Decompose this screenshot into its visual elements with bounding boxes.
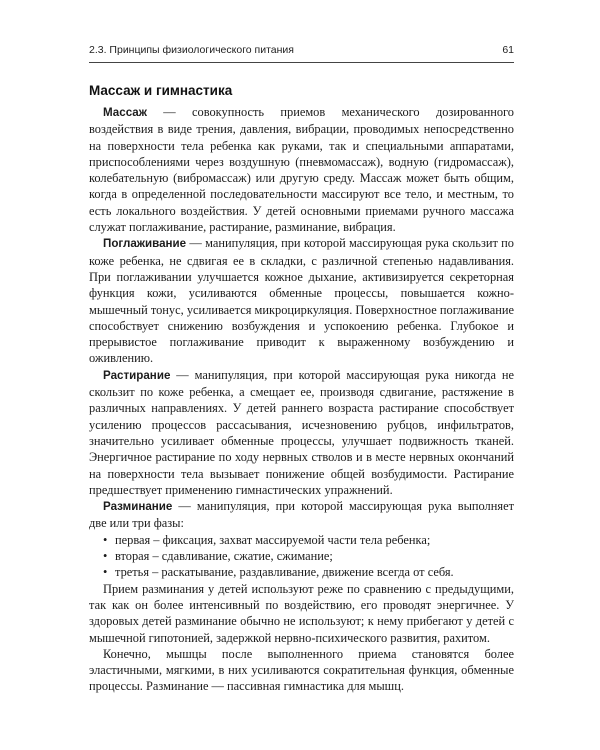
paragraph-text: — манипуляция, при которой массирующая рука скользит по коже ребенка, не сдвигая ее в складки, с различной степенью надавливания. При поглаживании улучшается кожное дыхание, активизируется секреторная функция кожи, усиливаются обменные процессы, повышается кожно-мышечный тонус, усиливается микроциркуляция. Поверхностное поглаживание способствует снижению возбуждения и успокоению ребенка. Глубокое и прерывистое поглаживание приводит к выраженному возбуждению и оживлению.: [89, 236, 514, 366]
term-stroking: Поглаживание: [103, 237, 187, 251]
paragraph-kneading: [89, 498, 514, 532]
phases-list: [89, 532, 514, 581]
term-rubbing: Растирание: [103, 368, 171, 382]
section-header: 2.3. Принципы физиологического питания: [89, 44, 294, 56]
list-item: • вторая – сдавливание, сжатие, сжимание;: [103, 548, 514, 564]
paragraph-massage: [89, 104, 514, 235]
paragraph-kneading-effect: Конечно, мышцы после выполненного приема становятся более эластичными, мягкими, в них усиливаются сократительная функция, обменные процессы. Разминание — пассивная гимнастика для мышц.: [89, 646, 514, 694]
body-text: [89, 104, 514, 695]
page-number: 61: [502, 44, 514, 56]
list-item: • третья – раскатывание, раздавливание, движение всегда от себя.: [103, 564, 514, 580]
term-kneading: Разминание: [103, 500, 173, 514]
paragraph-stroking: [89, 235, 514, 366]
paragraph-rubbing: [89, 367, 514, 498]
term-massage: Массаж: [103, 106, 147, 119]
running-header: [89, 44, 514, 63]
paragraph-kneading-usage: Прием разминания у детей используют реже по сравнению с предыдущими, так как он более интенсивный по воздействию, его проводят энергичнее. У здоровых детей разминание обычно не используют; к нему прибегают у детей с мышечной гипотонией, задержкой нервно-психического развития, рахитом.: [89, 581, 514, 645]
list-item: • первая – фиксация, захват массируемой части тела ребенка;: [103, 532, 514, 548]
section-title: Массаж и гимнастика: [89, 83, 233, 98]
paragraph-text: — совокупность приемов механического дозированного воздействия в виде трения, давления, вибрации, проводимых непосредственно на поверхности тела ребенка как руками, так и специальными аппаратами, приспособлениями через воздушную (пневмомассаж), водную (гидромассаж), колебательную (вибромассаж) или другую среду. Массаж может быть общим, когда в определенной последовательности массируют все тело, и местным, то есть локального воздействия. У детей основными приемами ручного массажа служат поглаживание, растирание, разминание, вибрация.: [89, 105, 514, 235]
paragraph-text: — манипуляция, при которой массирующая рука выполняет две или три фазы:: [89, 499, 514, 531]
paragraph-text: — манипуляция, при которой массирующая рука никогда не скользит по коже ребенка, а смещает ее, производя сдвигание, растяжение в различных направлениях. У детей раннего возраста растирание способствует усилению процессов рассасывания, исчезновению рубцов, инфильтратов, значительно усиливает обменные процессы, улучшает подвижность тканей. Энергичное растирание по ходу нервных стволов и в месте нервных окончаний на поверхности тела вызывает понижение общей возбудимости. Растирание предшествует применению гимнастических упражнений.: [89, 367, 514, 497]
